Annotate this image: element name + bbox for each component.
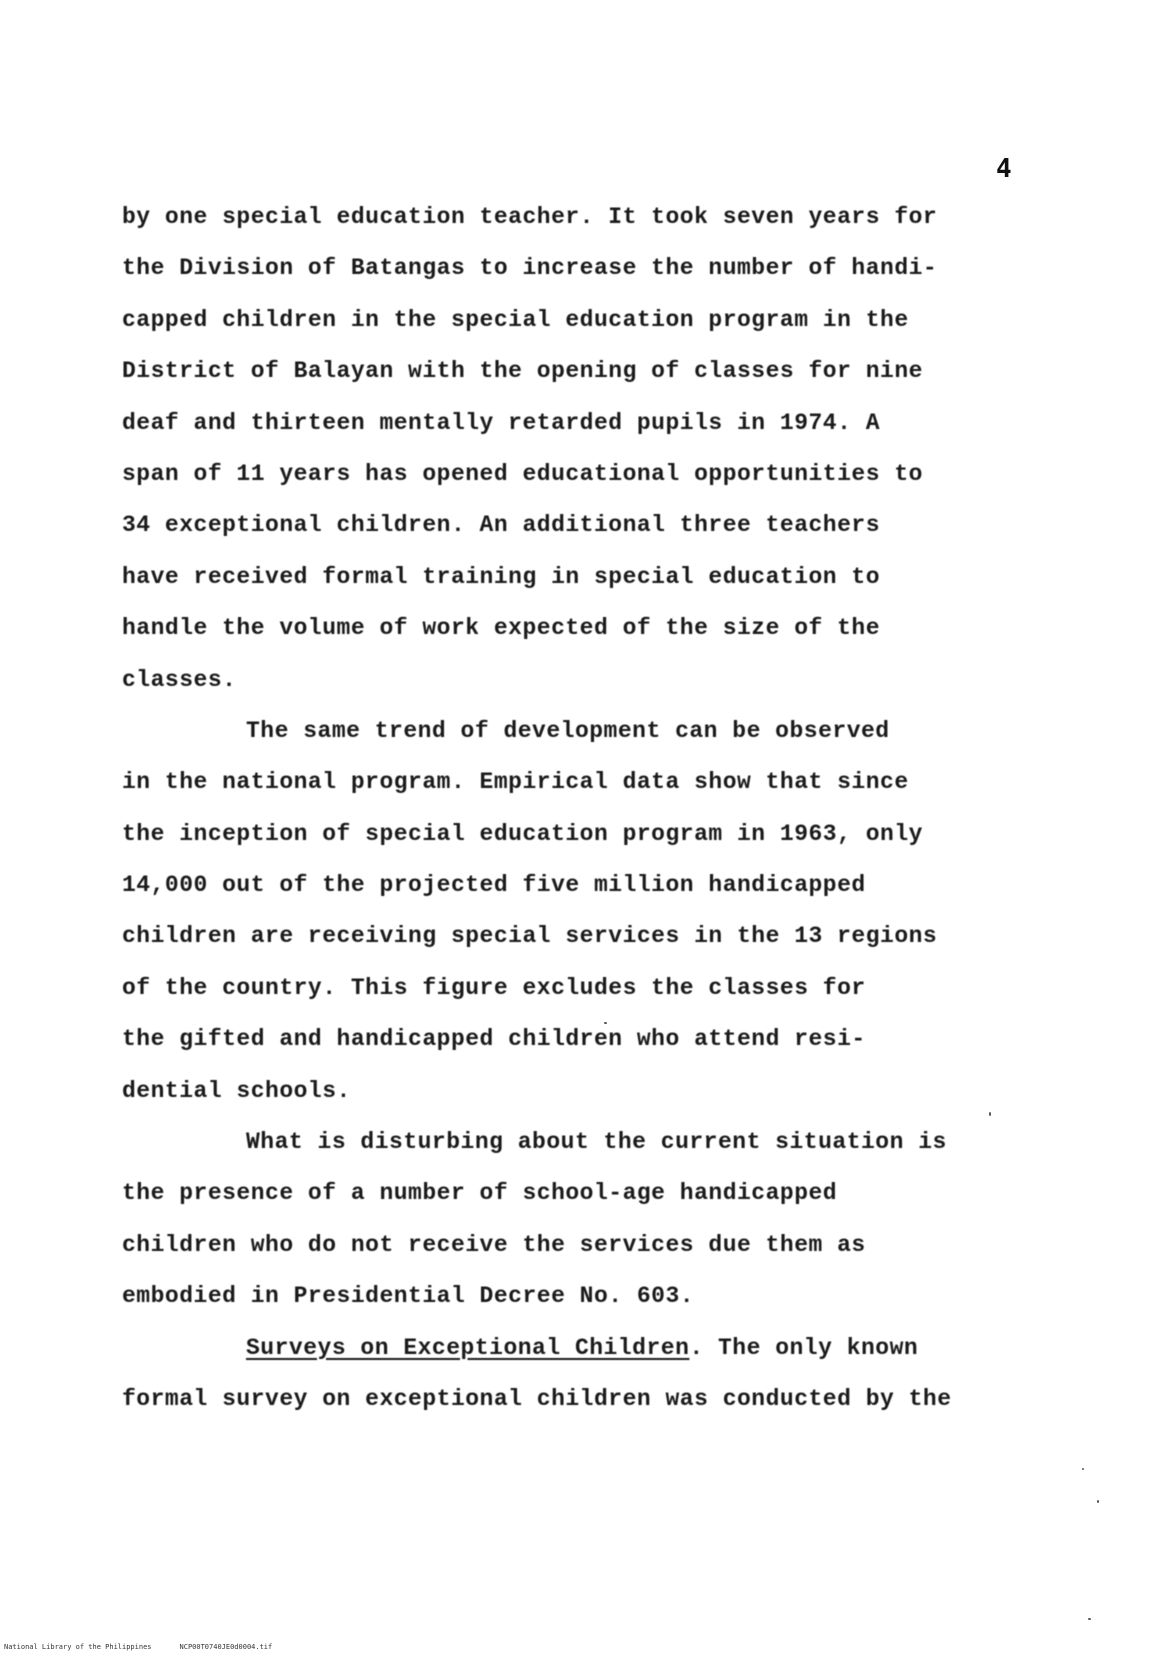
paragraph-start-line: The same trend of development can be observed [246,717,890,744]
section-heading-line [122,1323,1052,1374]
text-line: span of 11 years has opened educational opportunities to [122,460,923,487]
text-line: the Division of Batangas to increase the number of handi- [122,255,938,282]
section-heading: Surveys on Exceptional Children [246,1334,690,1361]
scan-footer [4,1643,300,1651]
text-line: the gifted and handicapped children who attend resi- [122,1026,866,1053]
text-line: handle the volume of work expected of the size of the [122,615,881,642]
text-line: District of Balayan with the opening of classes for nine [122,358,923,385]
text-line: dential schools. [122,1077,351,1104]
scan-speck [1088,1618,1091,1620]
scan-speck [989,1112,991,1116]
text-line: by one special education teacher. It took seven years for [122,204,938,230]
text-line: children are receiving special services in the 13 regions [122,923,938,950]
heading-line-rest: . The only known [689,1334,919,1361]
text-line: 14,000 out of the projected five million handicapped [122,872,866,899]
scan-speck [604,1022,607,1024]
text-line: the inception of special education program in 1963, only [122,820,923,847]
text-line: formal survey on exceptional children was conducted by the [122,1385,952,1412]
text-line: deaf and thirteen mentally retarded pupils in 1974. A [122,409,881,436]
text-line: children who do not receive the services due them as [122,1231,866,1258]
text-line: 34 exceptional children. An additional three teachers [122,512,881,539]
paragraph-start-line: What is disturbing about the current situation is [246,1129,947,1156]
scan-speck [1097,1500,1099,1503]
footer-file: NCP00T0740JE0d0004.tif [179,1643,273,1651]
text-line: have received formal training in special education to [122,563,881,590]
text-line: in the national program. Empirical data show that since [122,769,909,796]
text-line: classes. [122,666,237,693]
text-line: the presence of a number of school-age handicapped [122,1180,838,1207]
text-line: of the country. This figure excludes the classes for [122,974,866,1001]
text-line: embodied in Presidential Decree No. 603. [122,1283,695,1310]
page-number: 4 [996,154,1012,184]
text-line: capped children in the special education program in the [122,306,909,333]
footer-library: National Library of the Philippines [4,1643,152,1651]
body-text [122,192,1052,1425]
scan-speck [1082,1468,1084,1470]
